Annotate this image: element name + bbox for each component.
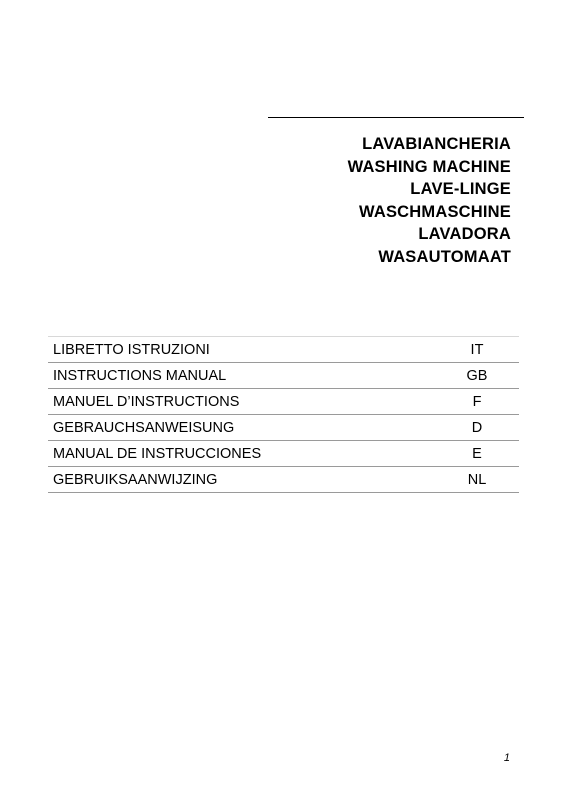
manual-title: MANUEL D’INSTRUCTIONS xyxy=(53,393,240,410)
language-code: D xyxy=(471,419,483,436)
language-code: IT xyxy=(470,341,484,358)
language-index-table xyxy=(48,336,519,493)
manual-title: LIBRETTO ISTRUZIONI xyxy=(53,341,210,358)
product-title-d: WASCHMASCHINE xyxy=(358,202,511,221)
manual-title: GEBRUIKSAANWIJZING xyxy=(53,471,218,488)
language-row-d xyxy=(48,415,519,441)
product-title-block xyxy=(348,133,511,268)
language-row-gb xyxy=(48,363,519,389)
language-code: E xyxy=(472,445,482,462)
product-title-f: LAVE-LINGE xyxy=(410,180,511,198)
language-row-it xyxy=(48,337,519,363)
product-title-e: LAVADORA xyxy=(418,225,511,243)
manual-title: MANUAL DE INSTRUCCIONES xyxy=(53,445,262,462)
language-code: F xyxy=(472,393,482,410)
product-title-it: LAVABIANCHERIA xyxy=(362,135,511,153)
manual-title: GEBRAUCHSANWEISUNG xyxy=(53,419,235,436)
manual-title: INSTRUCTIONS MANUAL xyxy=(53,367,227,384)
product-title-gb: WASHING MACHINE xyxy=(347,157,511,176)
language-row-nl xyxy=(48,467,519,493)
page-number: 1 xyxy=(503,752,510,764)
language-row-f xyxy=(48,389,519,415)
product-title-nl: WASAUTOMAAT xyxy=(378,247,511,266)
language-row-e xyxy=(48,441,519,467)
language-code: GB xyxy=(466,367,488,384)
language-code: NL xyxy=(467,471,487,488)
header-rule xyxy=(268,117,524,118)
